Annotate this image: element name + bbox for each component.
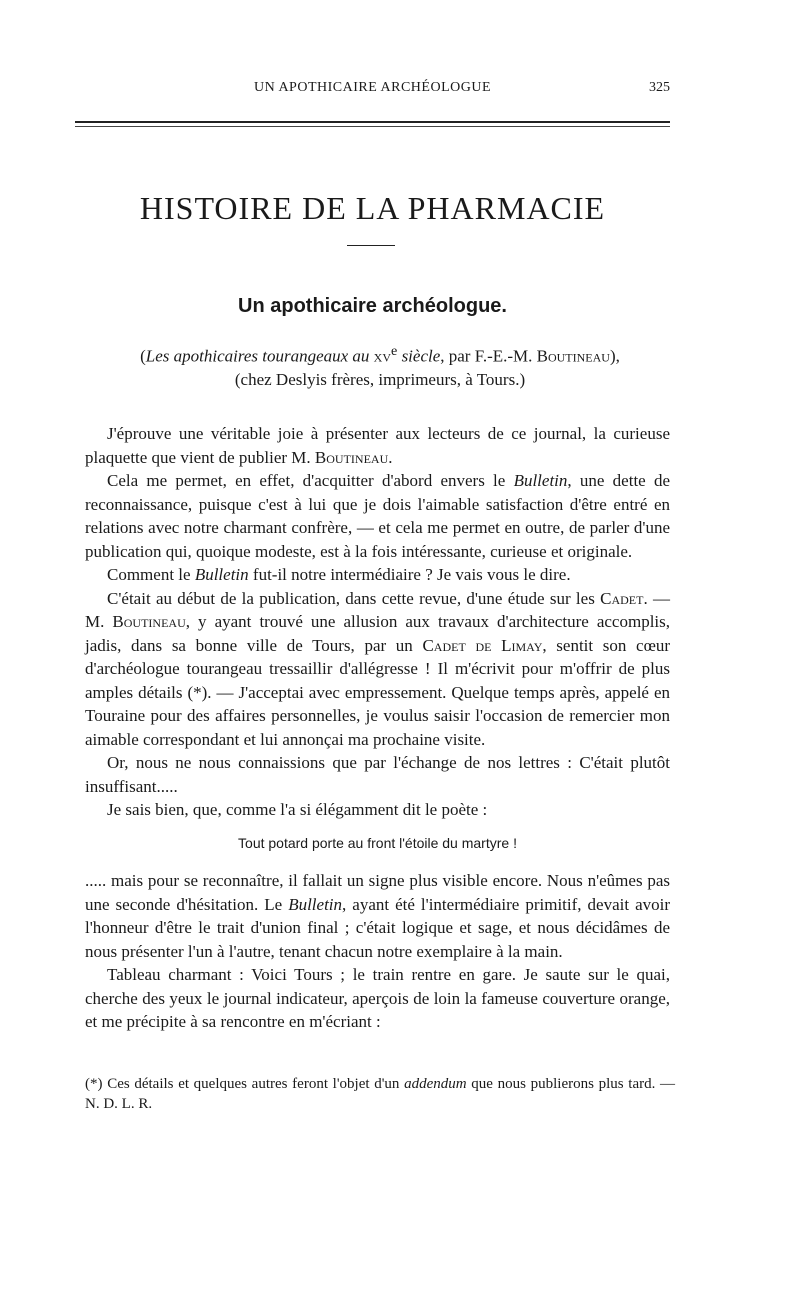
article-body [85, 422, 670, 1034]
p4-text-c: , y ayant trouvé une allusion aux travaux d'architecture accomplis, jadis, dans sa bonne ville de Tours, par un [85, 612, 671, 655]
header-double-rule [75, 121, 670, 127]
source-open-paren: ( [140, 346, 146, 366]
section-title: HISTOIRE DE LA PHARMACIE [139, 190, 606, 226]
paragraph-1 [85, 422, 670, 469]
paragraph-8: Tableau charmant : Voici Tours ; le train rentre en gare. Je saute sur le quai, cherche des yeux le journal indicateur, aperçois de loin la fameuse couverture orange, et me précipite à sa rencontre en m'écriant : [85, 965, 670, 1031]
article-title: Un apothicaire archéologue. [238, 295, 507, 317]
source-close: ), [609, 346, 620, 366]
p4-text-d: , sentit son cœur d'archéologue tourangeau tressaillir d'allégresse ! Il m'écrivit pour m'offrir de plus amples détails (*). — J'acceptai avec empressement. Quelque temps après, appelé en Touraine pour des affaires personnelles, je voulus saisir l'occasion de remercier mon aimable correspondant et lui annonçai ma prochaine visite. [85, 635, 671, 749]
paragraph-7 [85, 869, 670, 963]
source-century-sup: e [391, 343, 398, 359]
paragraph-5: Or, nous ne nous connaissions que par l'échange de nos lettres : C'était plutôt insuffisant..... [85, 753, 670, 796]
source-siecle: siècle [401, 346, 441, 366]
p4-name: Boutineau [112, 612, 186, 631]
footnote-addendum: addendum [404, 1076, 467, 1092]
page-number: 325 [649, 80, 670, 95]
footnote-mark: (*) [85, 1076, 103, 1092]
source-century: xv [373, 346, 392, 366]
p1-end: . [388, 447, 393, 467]
paragraph-3 [85, 563, 670, 587]
source-author: Boutineau [536, 346, 610, 366]
p3-text-b: fut-il notre intermédiaire ? Je vais vous le dire. [252, 565, 571, 584]
p7-bulletin: Bulletin [288, 894, 343, 914]
p2-text-b: , une dette de reconnaissance, puisque c'est à lui que je dois l'aimable satisfaction d'être entré en relations avec notre charmant confrère, — et cela me permet en outre, de parler d'une publication qui, quoique modeste, est à la fois intéressante, curieuse et originale. [85, 471, 670, 561]
p4-cadet: Cadet [600, 588, 644, 608]
p3-text-a: Comment le [107, 565, 191, 584]
p2-text-a: Cela me permet, en effet, d'acquitter d'abord envers le [107, 471, 506, 490]
p1-name: Boutineau [314, 447, 389, 467]
p1-text: J'éprouve une véritable joie à présenter aux lecteurs de ce journal, la curieuse plaquette que vient de publier M. [85, 424, 670, 467]
p3-bulletin: Bulletin [194, 565, 249, 584]
source-publisher: (chez Deslyis frères, imprimeurs, à Tours.) [234, 369, 526, 389]
title-divider [347, 245, 395, 246]
paragraph-4 [85, 587, 670, 752]
paragraph-6: Je sais bien, que, comme l'a si élégamment dit le poète : [107, 800, 488, 819]
p4-cadet-limay: Cadet de Limay [422, 635, 543, 655]
p4-text-a: C'était au début de la publication, dans cette revue, d'une étude sur les [107, 588, 595, 608]
footnote-text-b: que nous publierons plus tard. — N. D. L. R. [85, 1076, 676, 1112]
p4-text-b: . — M. [85, 588, 671, 631]
running-head [75, 80, 670, 100]
p7-text-a: ..... mais pour se reconnaître, il fallait un signe plus visible encore. Nous n'eûmes pas une seconde d'hésitation. Le [85, 871, 670, 914]
p2-bulletin: Bulletin [513, 471, 568, 490]
paragraph-2 [85, 469, 670, 563]
verse-quote: Tout potard porte au front l'étoile du martyre ! [238, 834, 517, 851]
footnote [85, 1074, 675, 1114]
source-work-title: Les apothicaires tourangeaux au [145, 346, 370, 366]
running-title: UN APOTHICAIRE ARCHÉOLOGUE [254, 80, 491, 95]
p7-text-b: , ayant été l'intermédiaire primitif, devait avoir l'honneur d'être le trait d'union final ; c'était logique et sage, et nous décidâmes de nous présenter l'un à l'autre, tenant chacun notre exemplaire à la main. [85, 894, 671, 961]
footnote-text-a: Ces détails et quelques autres feront l'objet d'un [107, 1076, 400, 1092]
source-citation [85, 340, 675, 391]
source-par: , par F.-E.-M. [440, 346, 533, 366]
